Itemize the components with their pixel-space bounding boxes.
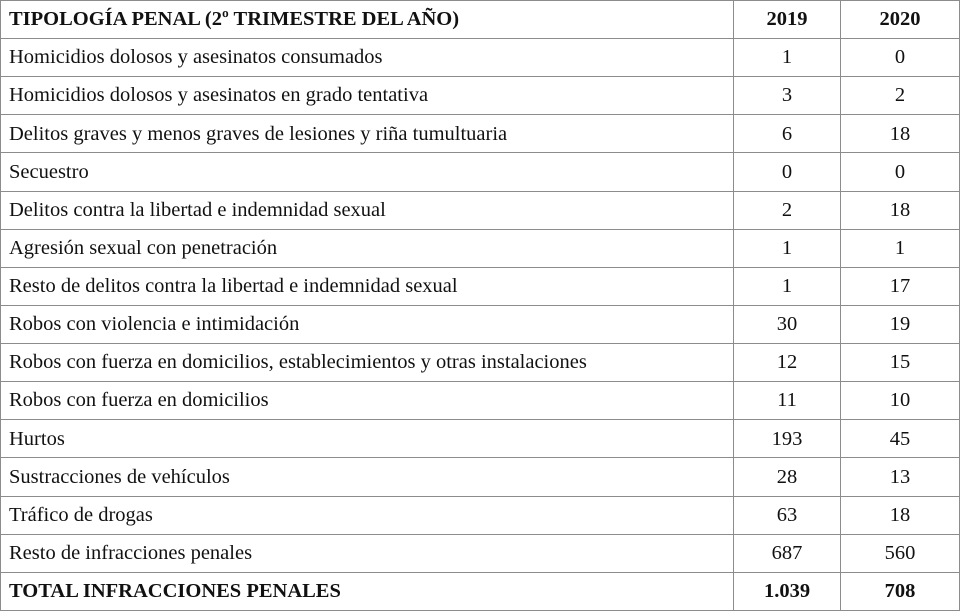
row-label: Homicidios dolosos y asesinatos en grado tentativa (1, 77, 734, 115)
total-label: TOTAL INFRACCIONES PENALES (1, 572, 734, 610)
table-row (1, 305, 960, 343)
row-value-2019: 28 (734, 458, 841, 496)
row-value-2020: 1 (841, 229, 960, 267)
header-year-2020: 2020 (841, 1, 960, 39)
row-label: Sustracciones de vehículos (1, 458, 734, 496)
total-value-2019: 1.039 (734, 572, 841, 610)
row-value-2019: 30 (734, 305, 841, 343)
header-category: TIPOLOGÍA PENAL (2º TRIMESTRE DEL AÑO) (1, 1, 734, 39)
row-value-2020: 560 (841, 534, 960, 572)
row-value-2020: 19 (841, 305, 960, 343)
row-value-2019: 1 (734, 229, 841, 267)
row-value-2020: 45 (841, 420, 960, 458)
table-row (1, 77, 960, 115)
row-value-2019: 12 (734, 344, 841, 382)
row-value-2020: 15 (841, 344, 960, 382)
table-row (1, 229, 960, 267)
row-label: Agresión sexual con penetración (1, 229, 734, 267)
header-year-2019: 2019 (734, 1, 841, 39)
row-value-2019: 0 (734, 153, 841, 191)
row-value-2019: 6 (734, 115, 841, 153)
table-header-row (1, 1, 960, 39)
row-label: Robos con fuerza en domicilios, establecimientos y otras instalaciones (1, 344, 734, 382)
row-label: Resto de delitos contra la libertad e indemnidad sexual (1, 267, 734, 305)
row-label: Resto de infracciones penales (1, 534, 734, 572)
row-label: Secuestro (1, 153, 734, 191)
table-row (1, 115, 960, 153)
row-label: Robos con violencia e intimidación (1, 305, 734, 343)
table-row (1, 267, 960, 305)
table-row (1, 39, 960, 77)
row-value-2020: 0 (841, 153, 960, 191)
row-value-2019: 11 (734, 382, 841, 420)
row-label: Homicidios dolosos y asesinatos consumados (1, 39, 734, 77)
table-row (1, 153, 960, 191)
table-row (1, 420, 960, 458)
row-value-2019: 193 (734, 420, 841, 458)
table-row (1, 344, 960, 382)
row-label: Hurtos (1, 420, 734, 458)
row-value-2020: 2 (841, 77, 960, 115)
table-row (1, 534, 960, 572)
total-row (1, 572, 960, 610)
table-row (1, 382, 960, 420)
row-value-2020: 13 (841, 458, 960, 496)
row-value-2020: 18 (841, 191, 960, 229)
row-value-2019: 3 (734, 77, 841, 115)
row-label: Delitos graves y menos graves de lesiones y riña tumultuaria (1, 115, 734, 153)
row-value-2019: 687 (734, 534, 841, 572)
total-value-2020: 708 (841, 572, 960, 610)
table-row (1, 191, 960, 229)
row-value-2020: 10 (841, 382, 960, 420)
row-value-2020: 18 (841, 115, 960, 153)
row-value-2020: 0 (841, 39, 960, 77)
row-value-2019: 1 (734, 267, 841, 305)
row-value-2019: 2 (734, 191, 841, 229)
row-label: Tráfico de drogas (1, 496, 734, 534)
row-value-2019: 1 (734, 39, 841, 77)
table-row (1, 458, 960, 496)
row-label: Robos con fuerza en domicilios (1, 382, 734, 420)
table-row (1, 496, 960, 534)
row-value-2019: 63 (734, 496, 841, 534)
row-value-2020: 18 (841, 496, 960, 534)
row-value-2020: 17 (841, 267, 960, 305)
row-label: Delitos contra la libertad e indemnidad sexual (1, 191, 734, 229)
